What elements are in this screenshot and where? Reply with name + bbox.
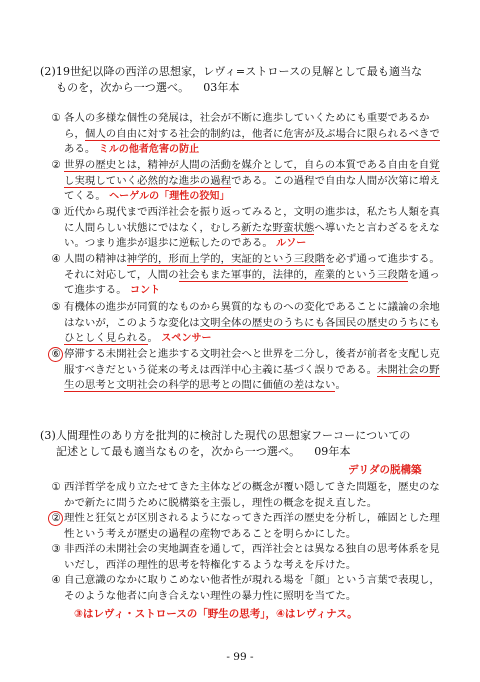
option-text: 停滞する未開社会と進歩する文明社会へと世界を二分し，後者が前者を支配し克服すべきだという従来の考えは西洋中心主義に基づく誤りである。 (64, 348, 440, 376)
option-text: である。この過程で自由な人間が次第に増えてくる。 (64, 174, 440, 203)
option-text: 。 (147, 332, 158, 345)
annotation-note: ルソー (276, 238, 307, 250)
question-3-header (40, 428, 445, 460)
underlined-text: 世界の歴史とは，精神が人間の活動を媒介として，自らの本質である自由を自覚し実現していく必然的な進歩の過程 (64, 159, 440, 187)
q3-option-1 (52, 480, 447, 511)
option-text: 各人の多様な個性の発展は，社会が不断に進歩していくためにも重要であるから， (64, 112, 430, 140)
q3-option-4 (52, 573, 447, 604)
option-text: 自己意識のなかに取りこめない他者性が現れる場を「顔」という言葉で表現し，そのような他者に向き合えない理性の暴力性に照明を当てた。 (64, 574, 440, 602)
option-text: 理性と狂気とが区別されるようになってきた西洋の歴史を分析し，確固とした理性という考えが歴史の過程の産物であることを明らかにした。 (64, 512, 440, 540)
underlined-text: 社会もまた軍事的，法律的，産業的という三段階 (178, 268, 409, 281)
option-text: を通って進歩する。 (64, 268, 440, 297)
q3-option-3 (52, 542, 447, 573)
answer-circle-mark (48, 347, 63, 362)
option-number: ④ (51, 574, 61, 586)
annotation-note: スペンサー (161, 333, 212, 345)
underlined-text: 神学的，形而上学的，実証的という三段階 (126, 253, 326, 265)
question-2-line1: (2)19世紀以降の西洋の思想家，レヴィ=ストロースの見解として最も適当な (40, 65, 423, 78)
annotation-note: ミルの他者危害の防止 (98, 144, 200, 156)
q2-option-3 (52, 205, 447, 252)
option-number: ② (51, 512, 61, 524)
q3-option-2 (52, 511, 447, 542)
q2-option-4 (52, 252, 447, 299)
option-number: ⑥ (51, 348, 61, 360)
q2-option-2 (52, 158, 447, 205)
option-number: ② (51, 159, 61, 171)
option-number: ③ (51, 206, 61, 218)
option-number: ⑤ (51, 301, 61, 313)
option-text: 非西洋の未開社会の実地調査を通して，西洋社会とは異なる独自の思考体系を見いだし，西洋の理性的思考を特権化するような考えを斥けた。 (64, 543, 440, 571)
question-3-year: 09年本 (314, 445, 351, 458)
q3-answer-note: ③はレヴィ・ストロースの「野生の思考」，④はレヴィナス。 (74, 608, 358, 620)
annotation-note: ヘーゲルの「理性の狡知」 (109, 191, 230, 203)
option-number: ① (51, 481, 61, 493)
option-text: 近代から現代まで西洋社会を振り返ってみると，文明の進歩は，私たち人類を真に人間らしい状態にではなく，むしろ (64, 206, 440, 234)
underlined-text: 個人の自由に対する社会的制約は，他者に危害が及ぶ場合に限られるべきで (84, 127, 440, 140)
option-text: 西洋哲学を成り立たせてきた主体などの概念が覆い隠してきた問題を，歴史のなかで新たに問うために脱構築を主張し，理性の概念を捉え直した。 (64, 481, 440, 509)
question-3-line1: (3)人間理性のあり方を批判的に検討した現代の思想家フーコーについての (40, 429, 411, 442)
q2-option-6 (52, 347, 447, 394)
derrida-annotation: デリダの脱構築 (348, 464, 422, 476)
option-text: を必ず通って進歩する。それに対応して，人間の (64, 253, 440, 281)
option-text: 人間の精神は (64, 253, 127, 265)
underlined-text: 新たな野蛮状態 (241, 221, 315, 234)
question-2-year: 03年本 (203, 81, 240, 94)
answer-circle-mark (48, 511, 63, 526)
question-2-line2: ものを，次から一つ選べ。 (56, 81, 190, 94)
question-3-line2: 記述として最も適当なものを，次から一つ選べ。 (56, 445, 301, 458)
option-text: へ導いたと言わざるをえない。つまり進歩が退歩に逆転したのである。 (64, 221, 440, 250)
q2-option-1 (52, 111, 447, 158)
annotation-note: コント (130, 285, 161, 297)
option-text: 。 (335, 379, 346, 392)
option-number: ① (51, 112, 61, 124)
q2-option-5 (52, 300, 447, 347)
page-number: - 99 - (226, 651, 254, 663)
option-number: ④ (51, 253, 61, 265)
option-text: ある。 (64, 143, 96, 156)
underlined-text: 未開社会の野生の思考と文明社会の科学的思考との間に価値の差はない (64, 363, 440, 392)
question-2-header (40, 64, 445, 96)
option-text: 有機体の進歩が同質的なものから異質的なものへの変化であることに議論の余地はないが，このような変化は (64, 301, 440, 329)
underlined-text: 文明全体の歴史のうちにも各国民の歴史のうちにもひとしく見られる (64, 316, 440, 345)
option-number: ③ (51, 543, 61, 555)
